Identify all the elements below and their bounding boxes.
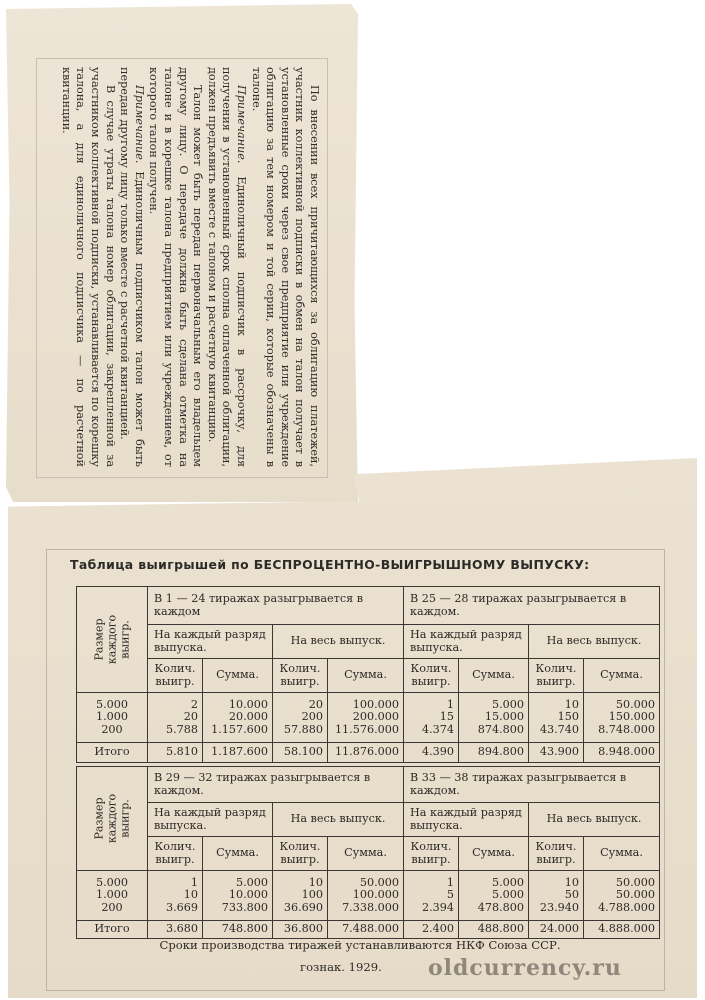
total-cell: 748.800	[203, 921, 273, 939]
total-cell: 5.810	[148, 743, 203, 763]
per-rank-header: На каждый разряд выпуска.	[404, 803, 529, 837]
table-row-total	[77, 921, 660, 939]
whole-count: 20 200 57.880	[273, 693, 328, 743]
count-header: Колич. выигр.	[529, 837, 584, 871]
note-transfer	[117, 67, 146, 467]
rank-sum: 10.000 20.000 1.157.600	[203, 693, 273, 743]
sum-header: Сумма.	[584, 837, 660, 871]
count-header: Колич. выигр.	[404, 837, 459, 871]
whole-sum: 50.000 100.000 7.338.000	[328, 871, 404, 921]
group-header-25-28: В 25 — 28 тиражах разыгрывается в каждом.	[404, 587, 660, 625]
total-cell: 7.488.000	[328, 921, 404, 939]
group-header-29-32: В 29 — 32 тиражах разыгрывается в каждом.	[148, 767, 404, 803]
size-header: Размер каждого выигр.	[77, 587, 148, 693]
count-header: Колич. выигр.	[529, 659, 584, 693]
printer-imprint: гознак. 1929.	[300, 960, 382, 974]
whole-sum: 50.000 50.000 4.788.000	[584, 871, 660, 921]
group-header-1-24: В 1 — 24 тиражах разыгрывается в каждом	[148, 587, 404, 625]
whole-issue-header: На весь выпуск.	[529, 625, 660, 659]
count-header: Колич. выигр.	[148, 837, 203, 871]
prize-sizes: 5.000 1.000 200	[77, 871, 148, 921]
total-cell: 58.100	[273, 743, 328, 763]
count-header: Колич. выигр.	[273, 659, 328, 693]
total-cell: 3.680	[148, 921, 203, 939]
whole-sum: 50.000 150.000 8.748.000	[584, 693, 660, 743]
note-label: Примечание.	[132, 85, 146, 164]
total-cell: 11.876.000	[328, 743, 404, 763]
total-cell: 24.000	[529, 921, 584, 939]
total-label: Итого	[77, 921, 148, 939]
per-rank-header: На каждый разряд выпуска.	[148, 803, 273, 837]
table-row	[77, 871, 660, 921]
group-header-33-38: В 33 — 38 тиражах разыгрывается в каждом.	[404, 767, 660, 803]
rank-count: 2 20 5.788	[148, 693, 203, 743]
winnings-table-1	[76, 586, 660, 763]
total-cell: 43.900	[529, 743, 584, 763]
whole-count: 10 50 23.940	[529, 871, 584, 921]
total-cell: 36.800	[273, 921, 328, 939]
reverse-instructions-text	[41, 67, 321, 467]
count-header: Колич. выигр.	[273, 837, 328, 871]
total-cell: 4.888.000	[584, 921, 660, 939]
sum-header: Сумма.	[584, 659, 660, 693]
table-row	[77, 693, 660, 743]
watermark-text: oldcurrency.ru	[428, 955, 622, 981]
rank-count: 1 5 2.394	[404, 871, 459, 921]
note-installment	[204, 67, 248, 467]
table-row-total	[77, 743, 660, 763]
paragraph-loss: В случае утраты талона номер облигации, закрепленной за участником коллективной подписки, устанавливается по корешку талона, а для единоличного подписчика — по расчетной квитанции.	[59, 67, 117, 467]
sum-header: Сумма.	[459, 659, 529, 693]
rank-sum: 5.000 5.000 478.800	[459, 871, 529, 921]
draw-schedule-note: Сроки производства тиражей устанавливаются НКФ Союза ССР.	[159, 938, 561, 952]
total-cell: 894.800	[459, 743, 529, 763]
count-header: Колич. выигр.	[148, 659, 203, 693]
total-label: Итого	[77, 743, 148, 763]
note-text: Единоличный подписчик в рассрочку, для получения в установленный срок сполна оплаченной облигации, должен предъявить вместе с талоном и расчетную квитанцию.	[205, 67, 249, 468]
total-cell: 488.800	[459, 921, 529, 939]
per-rank-header: На каждый разряд выпуска.	[148, 625, 273, 659]
total-cell: 4.390	[404, 743, 459, 763]
whole-issue-header: На весь выпуск.	[273, 625, 404, 659]
total-cell: 8.948.000	[584, 743, 660, 763]
rank-count: 1 15 4.374	[404, 693, 459, 743]
sum-header: Сумма.	[328, 837, 404, 871]
sum-header: Сумма.	[459, 837, 529, 871]
whole-sum: 100.000 200.000 11.576.000	[328, 693, 404, 743]
size-header: Размер каждого выигр.	[77, 767, 148, 871]
count-header: Колич. выигр.	[404, 659, 459, 693]
note-text: Единоличным подписчиком талон может быть передан другому лицу только вместе с расчетной квитанцией.	[118, 67, 146, 468]
note-label: Примечание.	[235, 85, 249, 164]
per-rank-header: На каждый разряд выпуска.	[404, 625, 529, 659]
table-title: Таблица выигрышей по БЕСПРОЦЕНТНО-ВЫИГРЫШНОМУ ВЫПУСКУ:	[70, 557, 590, 572]
whole-count: 10 150 43.740	[529, 693, 584, 743]
sum-header: Сумма.	[328, 659, 404, 693]
sum-header: Сумма.	[203, 659, 273, 693]
rank-sum: 5.000 15.000 874.800	[459, 693, 529, 743]
total-cell: 1.187.600	[203, 743, 273, 763]
winnings-table-2	[76, 766, 660, 939]
total-cell: 2.400	[404, 921, 459, 939]
whole-count: 10 100 36.690	[273, 871, 328, 921]
rank-sum: 5.000 10.000 733.800	[203, 871, 273, 921]
whole-issue-header: На весь выпуск.	[273, 803, 404, 837]
prize-sizes: 5.000 1.000 200	[77, 693, 148, 743]
rank-count: 1 10 3.669	[148, 871, 203, 921]
whole-issue-header: На весь выпуск.	[529, 803, 660, 837]
sum-header: Сумма.	[203, 837, 273, 871]
paragraph-exchange: По внесении всех причитающихся за облигацию платежей, участник коллективной подписки в обмен на талон получает в установленные сроки через свое предприятие или учреждение облигацию за тем номером и той серии, которые обозначены в талоне.	[249, 67, 321, 467]
paragraph-transfer: Талон может быть передан первоначальным его владельцем другому лицу. О передаче должна быть сделана отметка на талоне и в корешке талона предприятием или учреждением, от которого талон получен.	[147, 67, 205, 467]
